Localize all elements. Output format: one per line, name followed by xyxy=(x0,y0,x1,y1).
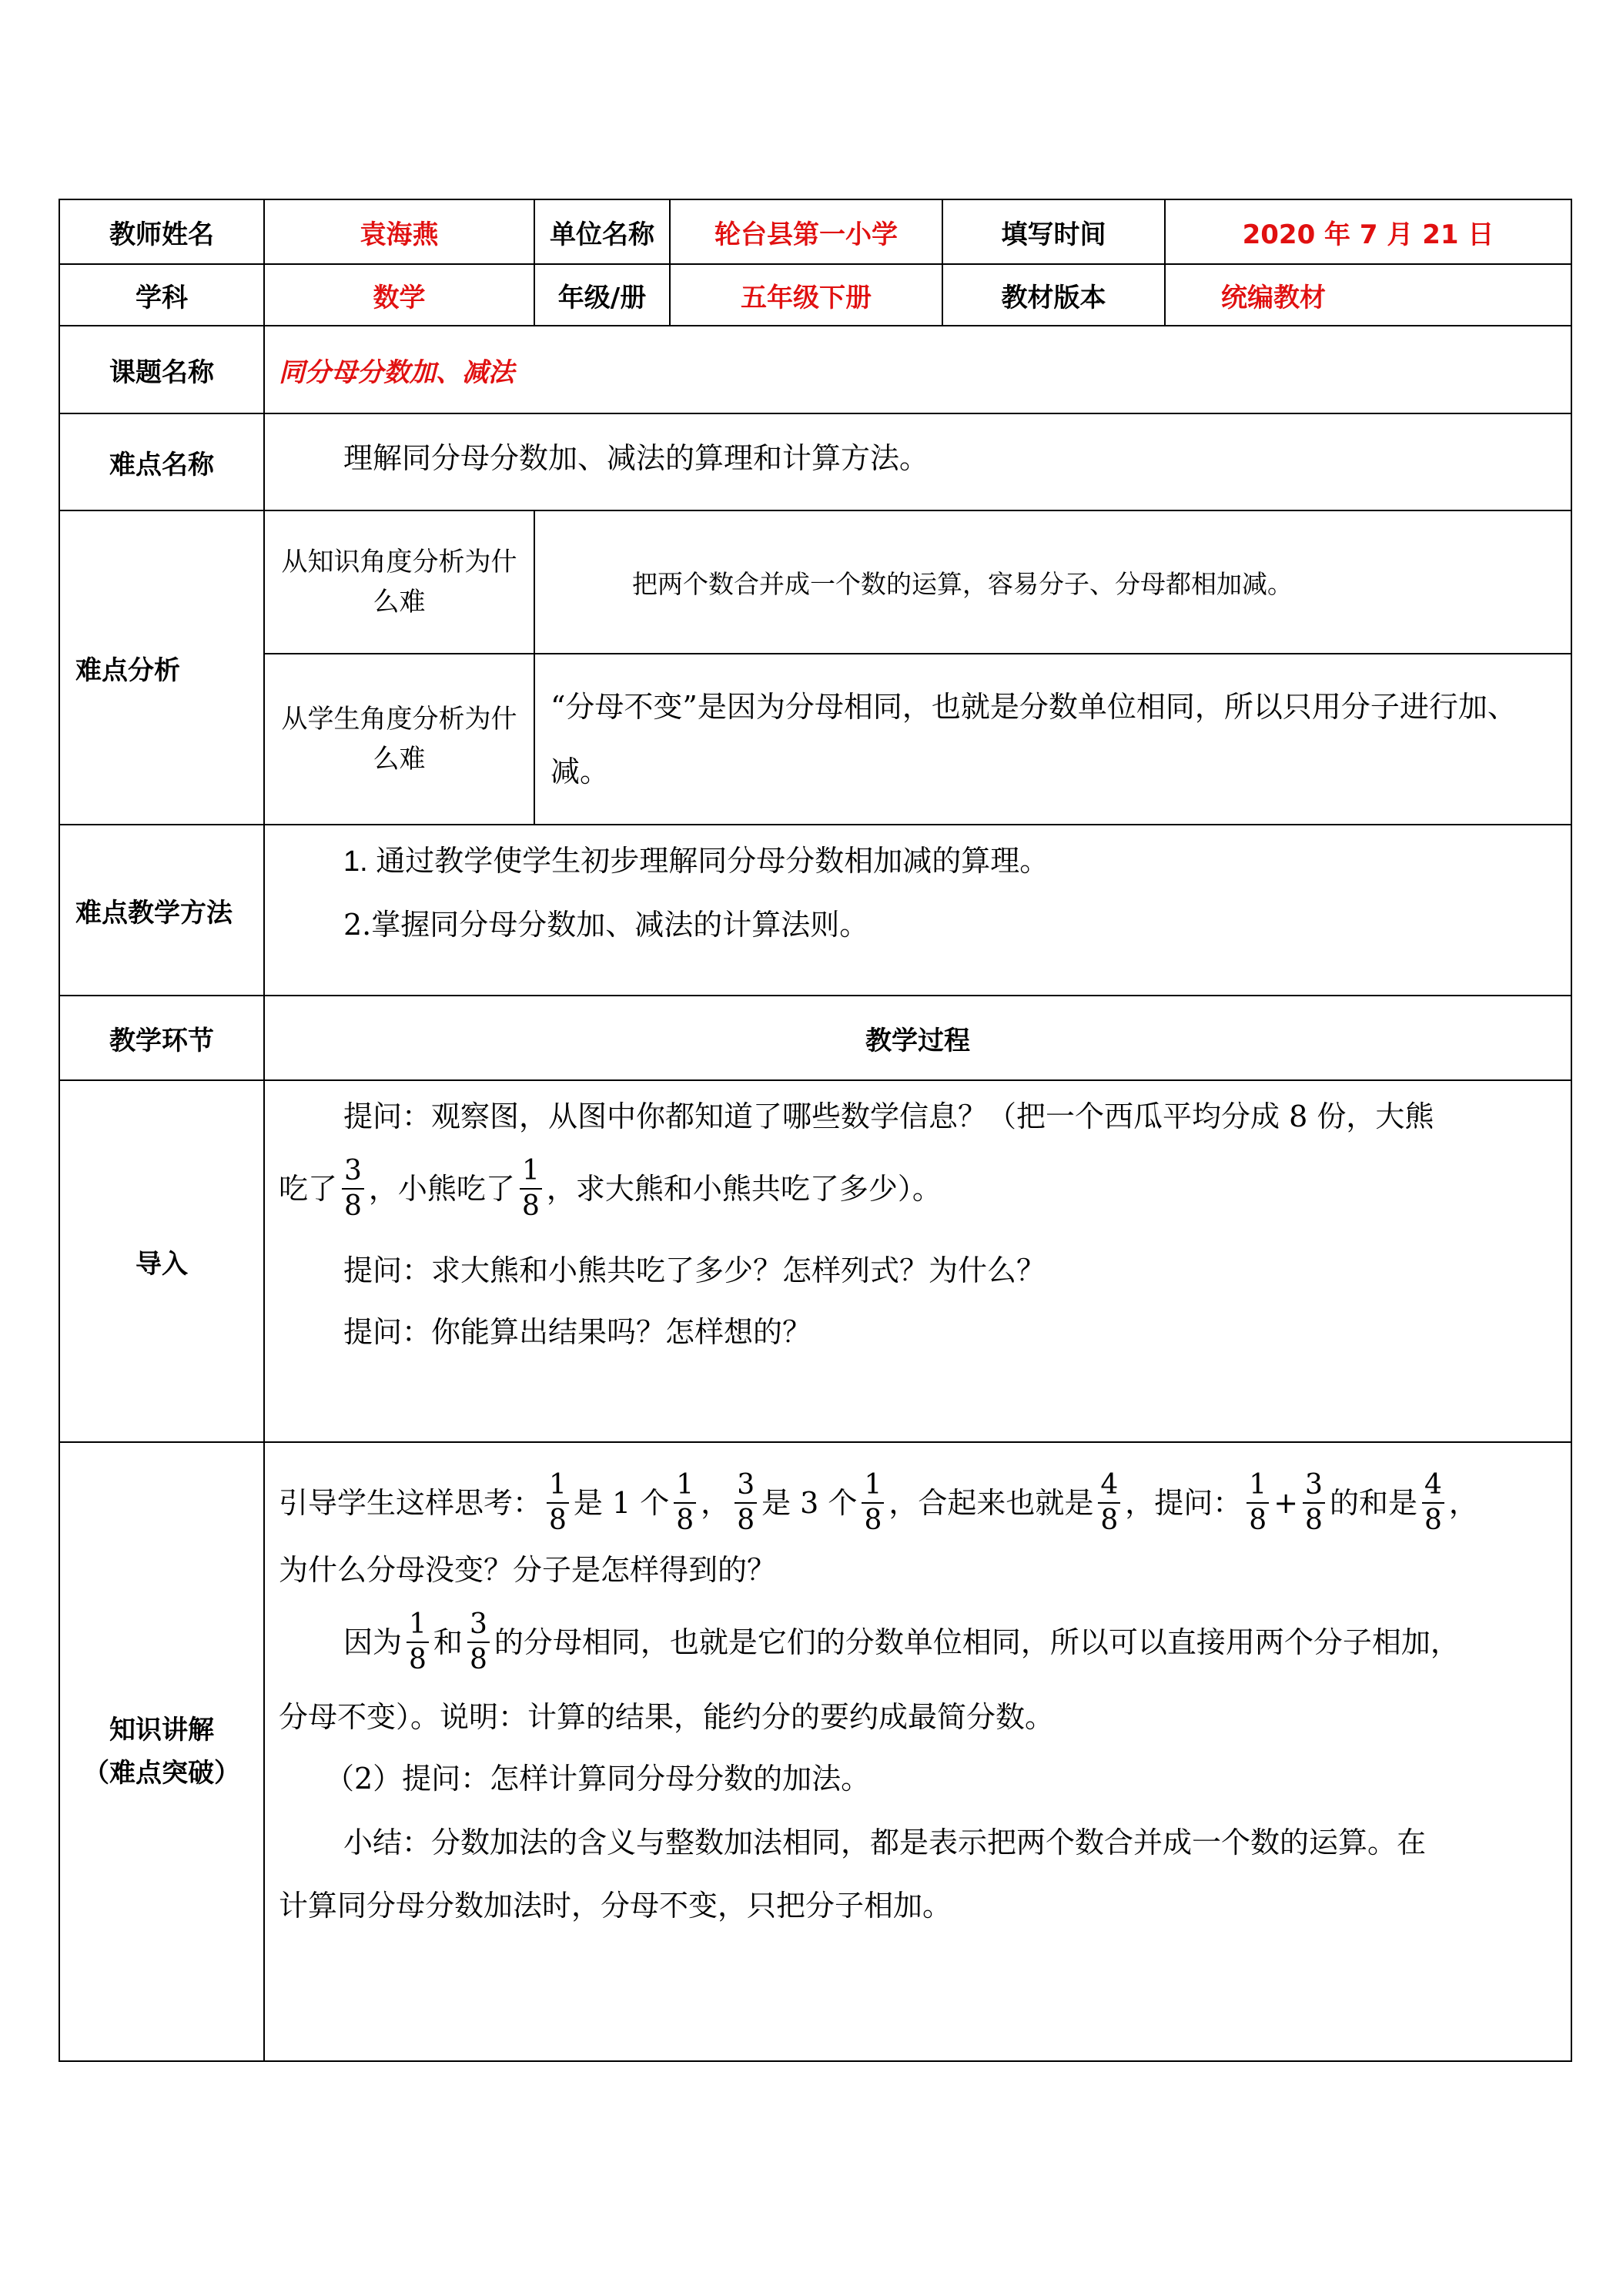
teacher-value: 袁海燕 xyxy=(264,199,534,264)
fill-time-label: 填写时间 xyxy=(942,199,1165,264)
explain-label-line-2: （难点突破） xyxy=(83,1758,240,1789)
subject-value: 数学 xyxy=(264,264,534,326)
explain-line-5: （2）提问：怎样计算同分母分数的加法。 xyxy=(325,1762,871,1796)
fraction-4-8: $\frac{4}{8}$ xyxy=(1422,1468,1444,1538)
grade-value: 五年级下册 xyxy=(670,264,942,326)
edition-label: 教材版本 xyxy=(942,264,1165,326)
method-label: 难点教学方法 xyxy=(59,825,264,996)
explain-line-2: 为什么分母没变？分子是怎样得到的？ xyxy=(279,1553,777,1587)
analysis-label: 难点分析 xyxy=(59,510,264,825)
explain-label xyxy=(59,1442,264,2061)
intro-question-1: 提问：观察图，从图中你都知道了哪些数学信息？（把一个西瓜平均分成 8 份，大熊 xyxy=(343,1099,1434,1133)
intro-cell xyxy=(264,1080,1571,1442)
fill-time-value: 2020 年 7 月 21 日 xyxy=(1165,199,1571,264)
explain-line-7: 计算同分母分数加法时，分母不变，只把分子相加。 xyxy=(279,1889,952,1923)
unit-label: 单位名称 xyxy=(534,199,670,264)
fraction-1-8: $\frac{1}{8}$ xyxy=(520,1154,542,1223)
header-row-2 xyxy=(59,264,1571,326)
intro-question-3: 提问：你能算出结果吗？怎样想的？ xyxy=(343,1315,812,1349)
topic-label: 课题名称 xyxy=(59,326,264,413)
analysis-row-2 xyxy=(59,654,1571,825)
fraction-1-8: $\frac{1}{8}$ xyxy=(407,1608,429,1677)
grade-label: 年级/册 xyxy=(534,264,670,326)
method-cell xyxy=(264,825,1571,996)
edition-value: 统编教材 xyxy=(1165,264,1571,326)
process-label: 教学过程 xyxy=(264,996,1571,1080)
fraction-4-8: $\frac{4}{8}$ xyxy=(1098,1468,1120,1538)
knowledge-angle-text: 把两个数合并成一个数的运算，容易分子、分母都相加减。 xyxy=(534,510,1571,654)
method-row xyxy=(59,825,1571,996)
explain-label-line-1: 知识讲解 xyxy=(109,1715,214,1745)
lesson-plan-table xyxy=(59,199,1572,2062)
fraction-1-8: $\frac{1}{8}$ xyxy=(674,1468,696,1538)
header-row-1 xyxy=(59,199,1571,264)
intro-question-1-cont: 吃了 $\frac{3}{8}$ ，小熊吃了 $\frac{1}{8}$ ，求大熊和小熊共吃了多少）。 xyxy=(279,1154,942,1222)
fraction-3-8: $\frac{3}{8}$ xyxy=(342,1154,364,1223)
intro-question-2: 提问：求大熊和小熊共吃了多少？怎样列式？为什么？ xyxy=(343,1253,1046,1287)
intro-row xyxy=(59,1080,1571,1442)
teacher-label: 教师姓名 xyxy=(59,199,264,264)
explain-row xyxy=(59,1442,1571,2061)
topic-row xyxy=(59,326,1571,413)
fraction-3-8: $\frac{3}{8}$ xyxy=(467,1608,490,1677)
explain-cell xyxy=(264,1442,1571,2061)
fraction-1-8: $\frac{1}{8}$ xyxy=(862,1468,884,1538)
intro-label: 导入 xyxy=(59,1080,264,1442)
topic-value: 同分母分数加、减法 xyxy=(264,326,1571,413)
difficulty-row xyxy=(59,413,1571,510)
difficulty-value: 理解同分母分数加、减法的算理和计算方法。 xyxy=(264,413,1571,510)
process-header-row xyxy=(59,996,1571,1080)
fraction-1-8: $\frac{1}{8}$ xyxy=(547,1468,569,1538)
student-angle-label: 从学生角度分析为什么难 xyxy=(264,654,534,825)
explain-line-6: 小结：分数加法的含义与整数加法相同，都是表示把两个数合并成一个数的运算。在 xyxy=(343,1826,1427,1859)
subject-label: 学科 xyxy=(59,264,264,326)
fraction-1-8: $\frac{1}{8}$ xyxy=(1247,1468,1269,1538)
difficulty-label: 难点名称 xyxy=(59,413,264,510)
explain-line-3: 因为 $\frac{1}{8}$ 和 $\frac{3}{8}$ 的分母相同，也就是它们的分数单位相同，所以可以直接用两个分子相加， xyxy=(343,1608,1460,1675)
stage-label: 教学环节 xyxy=(59,996,264,1080)
explain-line-4: 分母不变）。说明：计算的结果，能约分的要约成最简分数。 xyxy=(279,1700,1055,1734)
fraction-3-8: $\frac{3}{8}$ xyxy=(1303,1468,1325,1538)
fraction-3-8: $\frac{3}{8}$ xyxy=(735,1468,757,1538)
method-item-1: 1. 通过教学使学生初步理解同分母分数相加减的算理。 xyxy=(343,845,1049,878)
unit-value: 轮台县第一小学 xyxy=(670,199,942,264)
student-angle-text: “分母不变”是因为分母相同，也就是分数单位相同，所以只用分子进行加、减。 xyxy=(534,654,1571,825)
knowledge-angle-label: 从知识角度分析为什么难 xyxy=(264,510,534,654)
method-item-2: 2.掌握同分母分数加、减法的计算法则。 xyxy=(343,908,869,942)
analysis-row-1 xyxy=(59,510,1571,654)
explain-line-1: 引导学生这样思考： $\frac{1}{8}$ 是 1 个 $\frac{1}{8}$ ， $\frac{3}{8}$ 是 3 个 $\frac{1}{8}$ ，合起来也就是 $\frac{4}{8}$ ，提问： $\frac{1}{8}$ + $\frac{3}{8}$ 的和是 $\frac{4}{8}$ ， xyxy=(279,1468,1478,1536)
